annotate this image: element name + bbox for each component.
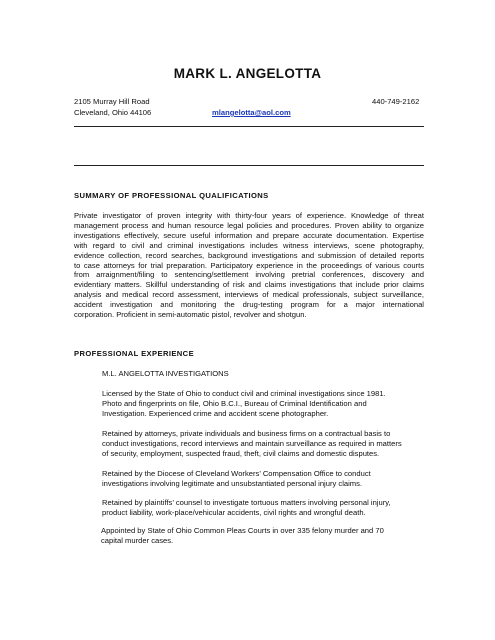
email-link[interactable] — [212, 108, 291, 118]
summary-paragraph — [74, 211, 424, 320]
summary-line: from arraignment/filing to sentencing/settlement involving pretrial conferences, discovery and — [74, 270, 424, 280]
divider-bottom — [74, 165, 424, 166]
experience-paragraph — [102, 389, 422, 419]
experience-paragraph — [102, 429, 422, 459]
experience-line: Investigation. Experienced crime and accident scene photographer. — [102, 408, 329, 418]
experience-line: Retained by the Diocese of Cleveland Workers’ Compensation Office to conduct — [102, 469, 371, 478]
experience-line: Photo and fingerprints on file, Ohio B.C.I., Bureau of Criminal Identification and — [102, 398, 367, 408]
summary-line: evidence collection, record searches, background investigations and submission of detailed reports — [74, 250, 424, 260]
email-text[interactable]: mlangelotta@aol.com — [212, 108, 291, 117]
address-line-2: Cleveland, Ohio 44106 — [74, 108, 152, 117]
summary-line: to case attorneys for trial preparation. Participatory experience in the proceedings of various courts — [74, 260, 424, 270]
experience-line: conduct investigations, record interviews and maintain surveillance as required in matters — [102, 438, 402, 448]
experience-line: Retained by attorneys, private individuals and business firms on a contractual basis to — [102, 429, 391, 438]
divider-top — [74, 126, 424, 127]
summary-line: corporation. Proficient in semi-automatic pistol, revolver and shotgun. — [74, 310, 307, 320]
summary-line: analysis and medical record assessment, interviews of medical professionals, subject surveillance, — [74, 290, 424, 300]
summary-line: evidentiary matters. Skillful understanding of risk and claims investigations that include prior claims — [74, 280, 424, 290]
experience-paragraph — [102, 498, 422, 518]
experience-line: capital murder cases. — [101, 535, 174, 545]
experience-paragraph — [101, 526, 421, 546]
experience-line: Appointed by State of Ohio Common Pleas Courts in over 335 felony murder and 70 — [101, 526, 384, 535]
experience-line: of security, employment, suspected fraud, theft, civil claims and domestic disputes. — [102, 448, 380, 458]
resume-name: MARK L. ANGELOTTA — [173, 66, 322, 81]
company-name: M.L. ANGELOTTA INVESTIGATIONS — [102, 369, 229, 378]
summary-line: investigations effectively, secure useful information and prepare accurate documentation. Expertise — [74, 230, 424, 240]
experience-paragraph — [102, 469, 422, 489]
experience-heading: PROFESSIONAL EXPERIENCE — [74, 349, 195, 358]
summary-line: management process and human resource legal policies and procedures. Proven ability to organize — [74, 220, 424, 230]
experience-line: investigations involving legitimate and unsubstantiated personal injury claims. — [102, 478, 363, 488]
summary-line: with regard to civil and criminal investigations includes witness interviews, scene photography, — [74, 240, 424, 250]
experience-line: Retained by plaintiffs’ counsel to investigate tortuous matters involving personal injury, — [102, 498, 391, 507]
address-line-1: 2105 Murray Hill Road — [74, 97, 150, 106]
summary-heading: SUMMARY OF PROFESSIONAL QUALIFICATIONS — [74, 191, 269, 200]
experience-line: product liability, work-place/vehicular accidents, civil rights and wrongful death. — [102, 507, 366, 517]
summary-line: Private investigator of proven integrity with thirty-four years of experience. Knowledge of threat — [74, 211, 424, 220]
experience-line: Licensed by the State of Ohio to conduct civil and criminal investigations since 1981. — [102, 389, 386, 398]
phone-number: 440-749-2162 — [372, 97, 420, 106]
summary-line: accident investigation and monitoring the drug-testing program for a major international — [74, 300, 424, 310]
